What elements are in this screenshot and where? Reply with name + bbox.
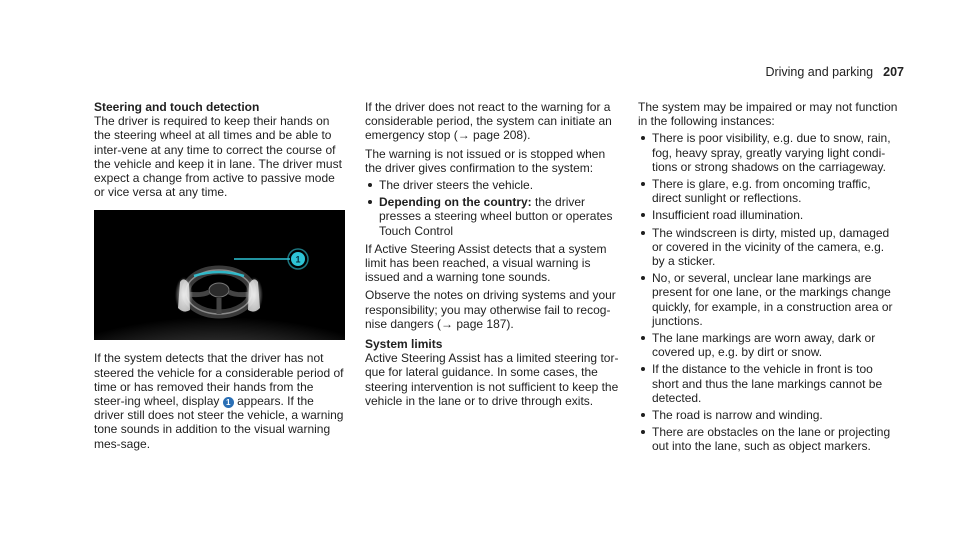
callout-number: 1 [295,254,301,265]
column-3 [638,100,900,454]
impairment-list [638,131,900,453]
country-text: the driver presses a steering wheel button or operates Touch Control [379,195,613,238]
column-1 [94,100,346,451]
list-item: There is poor visibility, e.g. due to snow, rain, fog, heavy spray, greatly varying light condi-tions or strong shadows on the carriageway. [638,131,900,174]
steering-wheel-graphic [94,210,345,340]
list-item: No, or several, unclear lane markings are present for one lane, or the markings change quickly, for example, in a construction area or junctions. [638,271,900,328]
page-header [765,65,904,79]
warning-paragraph: The warning is not issued or is stopped when the driver gives confirmation to the system: [365,146,606,175]
list-item: The lane markings are worn away, dark or covered up, e.g. by dirt or snow. [638,331,900,359]
intro-paragraph: The driver is required to keep their hands on the steering wheel at all times and be able to inter-vene at any time to correct the course of the vehicle and keep it in lane. The driver must expect a change from active to passive mode or vice versa at any time. [94,114,342,200]
list-item: If the distance to the vehicle in front is too short and thus the lane markings cannot be detected. [638,362,900,405]
list-item: The windscreen is dirty, misted up, damaged or covered in the vicinity of the camera, e.g. by a sticker. [638,226,900,269]
list-item: There is glare, e.g. from oncoming traffic, direct sunlight or reflections. [638,177,900,205]
display-text-a: If the system detects that the driver has not steered the vehicle for a considerable period of time or has removed their hands from the steer-ing wheel, display [94,351,344,409]
display-text-b: appears. If the driver still does not steer the vehicle, a warning tone sounds in addition to the visual warning mes-sage. [94,394,344,451]
impairment-intro: The system may be impaired or may not function in the following instances: [638,100,898,129]
list-item: Insufficient road illumination. [638,208,900,222]
country-label: Depending on the country: [379,195,532,210]
section-title: Driving and parking [765,65,874,79]
responsibility-paragraph: Observe the notes on driving systems and your responsibility; you may otherwise fail to recog-nise dangers (→ page 187). [365,288,616,331]
list-item: The driver steers the vehicle. [365,178,623,192]
system-limits-paragraph: Active Steering Assist has a limited steering tor-que for lateral guidance. In some cases, the steering intervention is not sufficient to keep the vehicle in the lane or to drive through exits. [365,351,619,408]
display-badge-icon: 1 [223,397,234,408]
display-paragraph [94,351,346,450]
list-item: The road is narrow and winding. [638,408,900,422]
list-item [365,195,623,238]
emergency-stop-paragraph: If the driver does not react to the warning for a considerable period, the system can initiate an emergency stop (→ page 208). [365,100,612,143]
list-item: There are obstacles on the lane or projecting out into the lane, such as object markers. [638,425,900,453]
page-number: 207 [883,65,904,79]
column-2 [365,100,623,408]
system-limits-heading: System limits [365,337,443,352]
confirmation-list [365,178,623,238]
section-heading: Steering and touch detection [94,100,260,114]
steering-wheel-illustration [94,210,345,340]
system-limit-paragraph: If Active Steering Assist detects that a system limit has been reached, a visual warning is issued and a warning tone sounds. [365,241,607,285]
